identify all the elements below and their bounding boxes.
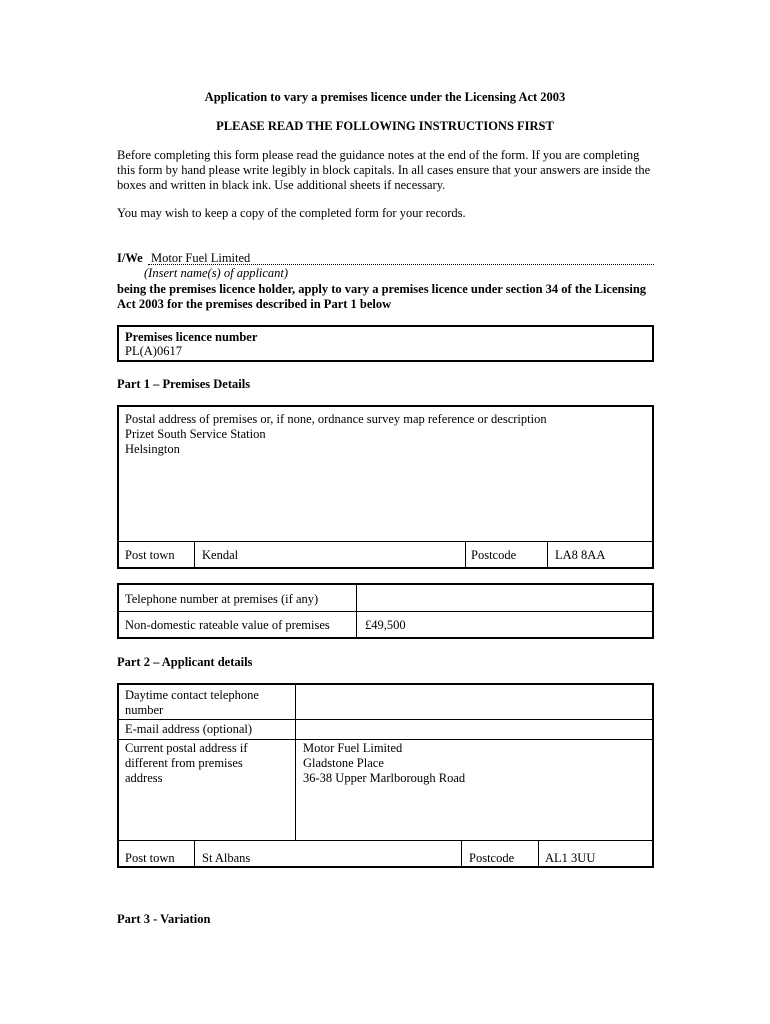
premises-postcode-label: Postcode — [471, 548, 517, 562]
premises-address-line-2[interactable]: Helsington — [125, 442, 180, 456]
divider — [119, 611, 652, 612]
rateable-value[interactable]: £49,500 — [365, 618, 406, 632]
applicant-address-line-3[interactable]: 36-38 Upper Marlborough Road — [303, 771, 466, 785]
divider — [547, 541, 548, 567]
part1-heading: Part 1 – Premises Details — [117, 377, 251, 391]
divider — [119, 541, 652, 542]
divider — [119, 840, 652, 841]
premises-contact-table — [117, 583, 654, 639]
applicant-post-town-value[interactable]: St Albans — [202, 851, 251, 865]
applicant-postcode-label: Postcode — [469, 851, 515, 865]
licence-number-box — [117, 325, 654, 362]
divider — [194, 840, 195, 866]
divider — [119, 739, 652, 740]
divider — [461, 840, 462, 866]
premises-postcode-value[interactable]: LA8 8AA — [555, 548, 606, 562]
licence-number-value[interactable]: PL(A)0617 — [125, 344, 182, 358]
applicant-statement: being the premises licence holder, apply to vary a premises licence under section 34 of the Licensing Act 2003 for the premises described in Part 1 below — [117, 282, 647, 311]
licence-number-label: Premises licence number — [125, 330, 258, 344]
premises-address-line-1[interactable]: Prizet South Service Station — [125, 427, 266, 441]
premises-post-town-value[interactable]: Kendal — [202, 548, 239, 562]
part2-heading: Part 2 – Applicant details — [117, 655, 253, 669]
premises-post-town-label: Post town — [125, 548, 175, 562]
applicant-address-line-2[interactable]: Gladstone Place — [303, 756, 384, 770]
intro-paragraph: Before completing this form please read the guidance notes at the end of the form. If you are completing this form by hand please write legibly in block capitals. In all cases ensure that your answers are inside the boxes and written in black ink. Use additional sheets if necessary. — [117, 148, 651, 192]
applicant-address-label: Current postal address if different from premises address — [125, 741, 248, 785]
daytime-phone-label: Daytime contact telephone number — [125, 688, 259, 717]
applicant-address-line-1[interactable]: Motor Fuel Limited — [303, 741, 403, 755]
email-label: E-mail address (optional) — [125, 722, 253, 736]
applicant-post-town-label: Post town — [125, 851, 175, 865]
divider — [119, 719, 652, 720]
applicant-name-value[interactable]: Motor Fuel Limited — [151, 251, 251, 265]
telephone-label: Telephone number at premises (if any) — [125, 592, 319, 606]
divider — [465, 541, 466, 567]
records-note: You may wish to keep a copy of the completed form for your records. — [117, 206, 466, 220]
applicant-postcode-value[interactable]: AL1 3UU — [545, 851, 596, 865]
part3-heading: Part 3 - Variation — [117, 912, 211, 926]
premises-address-label: Postal address of premises or, if none, ordnance survey map reference or description — [125, 412, 547, 426]
rateable-value-label: Non-domestic rateable value of premises — [125, 618, 330, 632]
applicant-details-table — [117, 683, 654, 868]
divider — [295, 685, 296, 840]
divider — [538, 840, 539, 866]
applicant-prefix: I/We — [117, 251, 143, 265]
applicant-name-hint: (Insert name(s) of applicant) — [144, 266, 289, 280]
instructions-heading: PLEASE READ THE FOLLOWING INSTRUCTIONS FIRST — [216, 119, 554, 133]
form-title: Application to vary a premises licence under the Licensing Act 2003 — [204, 90, 566, 104]
divider — [194, 541, 195, 567]
premises-address-box — [117, 405, 654, 569]
